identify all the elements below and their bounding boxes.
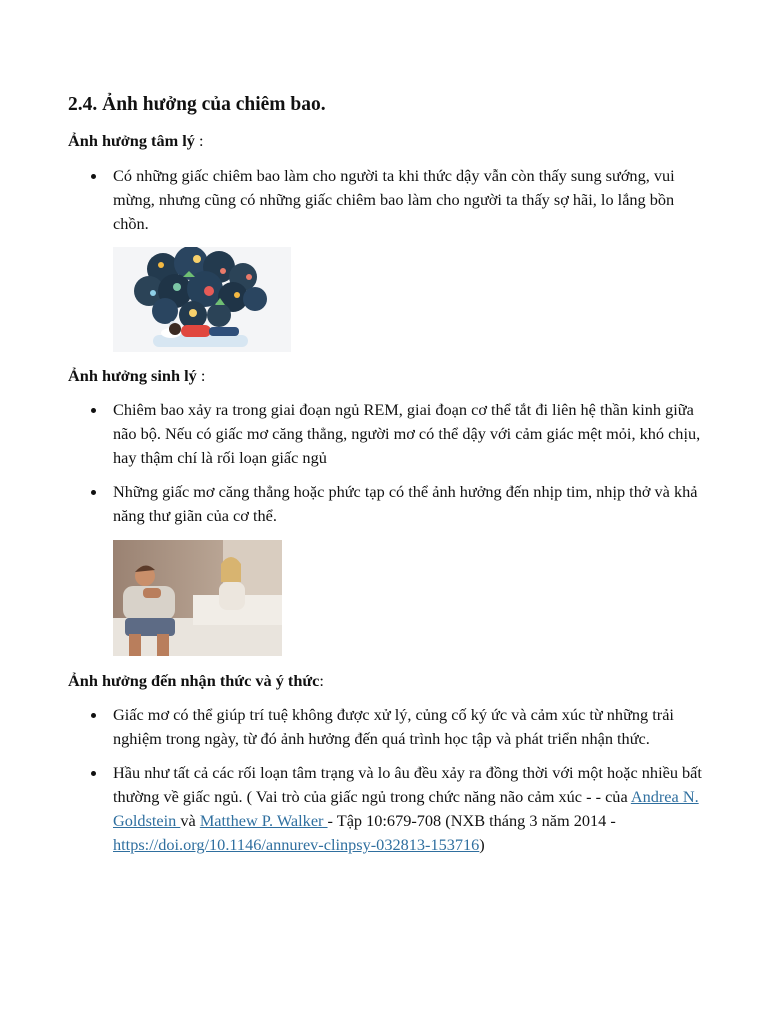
dream-illustration [113, 247, 291, 352]
insomnia-photo [113, 540, 282, 656]
cognition-heading: Ảnh hưởng đến nhận thức và ý thức [68, 671, 320, 690]
psych-sep: : [194, 131, 204, 150]
citation-text-c: - Tập 10:679-708 (NXB tháng 3 năm 2014 - [327, 811, 616, 830]
citation-text-d: ) [479, 835, 485, 854]
list-item-citation [68, 761, 704, 857]
author-link-walker[interactable]: Matthew P. Walker [199, 811, 328, 830]
physio-sep: : [196, 366, 206, 385]
list-item: Những giấc mơ căng thẳng hoặc phức tạp có thể ảnh hưởng đến nhịp tim, nhịp thở và khả năng thư giãn của cơ thể. [68, 480, 704, 528]
citation-text-b: và [180, 811, 200, 830]
psych-heading: Ảnh hưởng tâm lý [68, 131, 195, 150]
psych-list [68, 164, 704, 246]
section-title: 2.4. Ảnh hưởng của chiêm bao. [68, 94, 326, 115]
citation-text-a: Hầu như tất cả các rối loạn tâm trạng và lo âu đều xảy ra đồng thời với một hoặc nhiều bất thường về giấc ngủ. ( Vai trò của giấc ngủ trong chức năng não cảm xúc - - của [113, 763, 702, 806]
physio-heading: Ảnh hưởng sinh lý [68, 366, 197, 385]
physio-list [68, 398, 704, 538]
cognition-sep: : [319, 671, 324, 690]
physio-subheading [68, 364, 205, 388]
psych-subheading [68, 129, 204, 153]
list-item: Có những giấc chiêm bao làm cho người ta khi thức dậy vẫn còn thấy sung sướng, vui mừng, nhưng cũng có những giấc chiêm bao làm cho người ta thấy sợ hãi, lo lắng bồn chồn. [68, 164, 704, 236]
doi-link[interactable]: https://doi.org/10.1146/annurev-clinpsy-032813-153716 [113, 835, 480, 854]
cognition-list [68, 703, 704, 867]
cognition-subheading [68, 669, 324, 693]
list-item: Giấc mơ có thể giúp trí tuệ không được xử lý, củng cố ký ức và cảm xúc từ những trải nghiệm trong ngày, từ đó ảnh hưởng đến quá trình học tập và phát triển nhận thức. [68, 703, 704, 751]
author-link-goldstein[interactable]: Andrea N. Goldstein [113, 787, 699, 830]
list-item: Chiêm bao xảy ra trong giai đoạn ngủ REM, giai đoạn cơ thể tắt đi liên hệ thần kinh giữa não bộ. Nếu có giấc mơ căng thẳng, người mơ có thể dậy với cảm giác mệt mỏi, khó chịu, hay thậm chí là rối loạn giấc ngủ [68, 398, 704, 470]
